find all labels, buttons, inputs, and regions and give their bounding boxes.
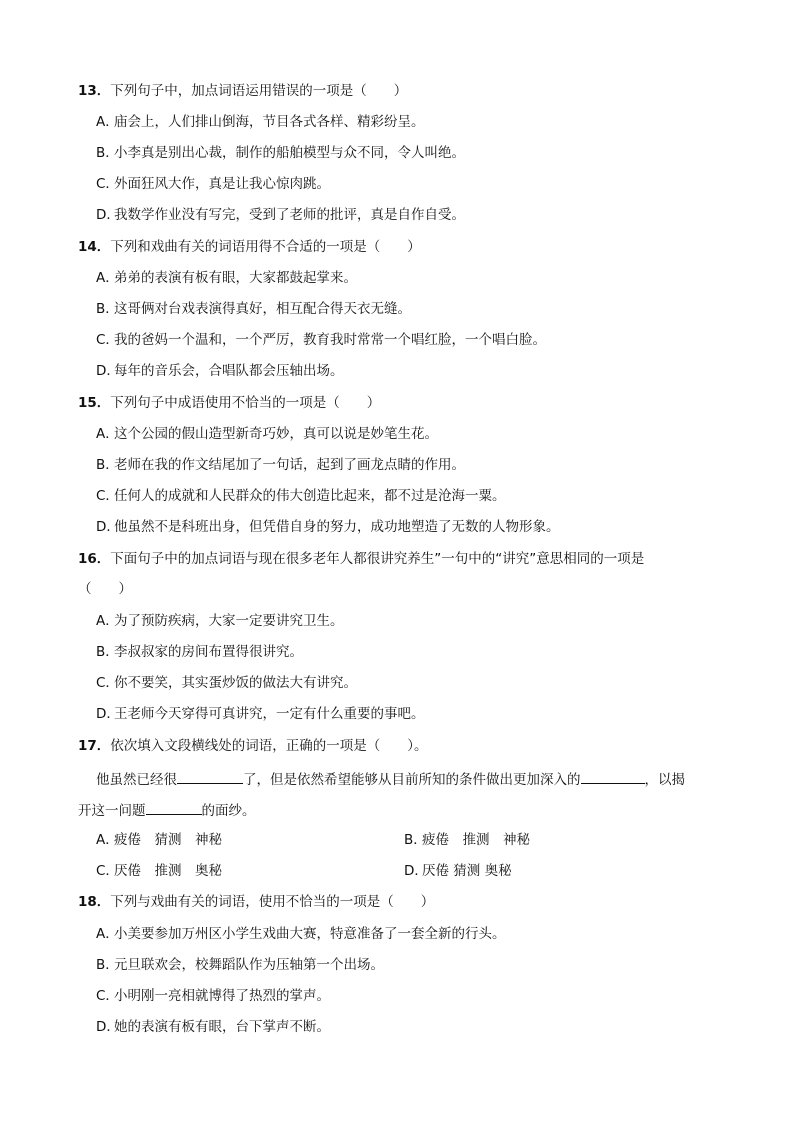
option-letter: D． — [96, 1019, 120, 1035]
option-letter: C． — [96, 988, 119, 1004]
question-text: 下列句子中，加点词语运用错误的一项是（ ） — [110, 83, 408, 99]
question-15-option-b — [96, 455, 465, 475]
question-15-option-d — [96, 517, 560, 537]
question-13-option-b — [96, 143, 465, 163]
question-text: 下列句子中成语使用不恰当的一项是（ ） — [110, 395, 381, 411]
option-text: 这个公园的假山造型新奇巧妙，真可以说是妙笔生花。 — [114, 426, 438, 442]
option-letter: B． — [96, 644, 119, 660]
option-letter: C． — [96, 332, 119, 348]
question-18-option-c — [96, 986, 330, 1006]
option-text: 厌倦 推测 奥秘 — [114, 863, 222, 879]
question-16-option-c — [96, 673, 357, 693]
option-text: 为了预防疾病，大家一定要讲究卫生。 — [114, 613, 344, 629]
option-text: 弟弟的表演有板有眼，大家都鼓起掌来。 — [114, 270, 357, 286]
passage-text: 开这一问题 — [78, 803, 146, 819]
question-14-option-b — [96, 299, 411, 319]
question-18-stem — [78, 892, 434, 912]
question-14-stem — [78, 237, 421, 257]
question-16-stem-continuation: （ ） — [78, 581, 132, 597]
question-number: 18． — [78, 894, 111, 910]
option-text: 疲倦 猜测 神秘 — [114, 832, 222, 848]
question-number: 13． — [78, 83, 111, 99]
passage-text: 的面纱。 — [201, 803, 256, 819]
question-14-option-d — [96, 361, 344, 381]
option-text: 我数学作业没有写完，受到了老师的批评，真是自作自受。 — [114, 207, 465, 223]
question-text: 依次填入文段横线处的词语，正确的一项是（ ）。 — [110, 738, 428, 754]
question-16-option-d — [96, 704, 425, 724]
option-letter: D． — [404, 863, 428, 879]
option-text: 任何人的成就和人民群众的伟大创造比起来，都不过是沧海一粟。 — [114, 488, 506, 504]
passage-text: 他虽然已经很 — [96, 772, 177, 788]
question-18-option-b — [96, 955, 384, 975]
passage-text: ，以揭 — [644, 772, 685, 788]
question-14-option-c — [96, 330, 546, 350]
question-13-option-c — [96, 174, 330, 194]
option-text: 元旦联欢会，校舞蹈队作为压轴第一个出场。 — [114, 957, 384, 973]
option-text: 外面狂风大作，真是让我心惊肉跳。 — [114, 176, 330, 192]
question-text: 下列与戏曲有关的词语，使用不恰当的一项是（ ） — [110, 894, 435, 910]
option-text: 每年的音乐会，合唱队都会压轴出场。 — [114, 363, 344, 379]
question-text: 下面句子中的加点词语与现在很多老年人都很讲究养生”一句中的“讲究”意思相同的一项是 — [110, 551, 645, 567]
option-letter: D． — [96, 519, 120, 535]
fill-blank-2 — [581, 768, 645, 784]
option-letter: D． — [96, 363, 120, 379]
question-13-stem — [78, 81, 407, 101]
option-text: 小美要参加万州区小学生戏曲大赛，特意准备了一套全新的行头。 — [114, 926, 506, 942]
option-text: 这哥俩对台戏表演得真好，相互配合得天衣无缝。 — [114, 301, 411, 317]
option-text: 庙会上，人们排山倒海，节目各式各样、精彩纷呈。 — [114, 114, 425, 130]
option-letter: A． — [96, 270, 119, 286]
question-18-option-a — [96, 924, 506, 944]
option-letter: B． — [404, 832, 427, 848]
question-15-option-c — [96, 486, 506, 506]
question-17-option-a — [96, 830, 222, 850]
option-text: 李叔叔家的房间布置得很讲究。 — [114, 644, 303, 660]
option-letter: C． — [96, 675, 119, 691]
option-text: 他虽然不是科班出身，但凭借自身的努力，成功地塑造了无数的人物形象。 — [114, 519, 560, 535]
option-text: 老师在我的作文结尾加了一句话，起到了画龙点睛的作用。 — [114, 457, 465, 473]
passage-text: 了，但是依然希望能够从目前所知的条件做出更加深入的 — [243, 772, 581, 788]
question-13-option-d — [96, 205, 465, 225]
option-letter: D． — [96, 207, 120, 223]
question-13-option-a — [96, 112, 425, 132]
question-18-option-d — [96, 1017, 330, 1037]
option-text: 疲倦 推测 神秘 — [422, 832, 530, 848]
option-text: 你不要笑，其实蛋炒饭的做法大有讲究。 — [114, 675, 357, 691]
question-number: 16． — [78, 551, 111, 567]
option-letter: C． — [96, 863, 119, 879]
question-16-option-a — [96, 611, 344, 631]
option-text: 小李真是别出心裁，制作的船舶模型与众不同，令人叫绝。 — [114, 145, 465, 161]
question-17-passage-line-2 — [78, 799, 256, 821]
question-17-option-c — [96, 861, 222, 881]
option-text: 厌倦 猜测 奥秘 — [422, 863, 512, 879]
option-letter: A． — [96, 426, 119, 442]
fill-blank-1 — [177, 768, 243, 784]
option-letter: C． — [96, 488, 119, 504]
option-letter: B． — [96, 145, 119, 161]
option-text: 小明刚一亮相就博得了热烈的掌声。 — [114, 988, 330, 1004]
question-16-stem — [78, 549, 644, 569]
question-15-option-a — [96, 424, 438, 444]
question-15-stem — [78, 393, 380, 413]
option-text: 王老师今天穿得可真讲究，一定有什么重要的事吧。 — [114, 706, 425, 722]
question-17-option-b — [404, 830, 530, 850]
option-letter: C． — [96, 176, 119, 192]
option-text: 她的表演有板有眼，台下掌声不断。 — [114, 1019, 330, 1035]
question-number: 17． — [78, 738, 111, 754]
question-number: 15． — [78, 395, 111, 411]
question-17-option-d — [404, 861, 512, 881]
question-number: 14． — [78, 239, 111, 255]
option-letter: B． — [96, 957, 119, 973]
option-letter: A． — [96, 613, 119, 629]
fill-blank-3 — [146, 799, 202, 815]
option-letter: B． — [96, 457, 119, 473]
option-text: 我的爸妈一个温和，一个严厉，教育我时常常一个唱红脸，一个唱白脸。 — [114, 332, 546, 348]
option-letter: B． — [96, 301, 119, 317]
option-letter: A． — [96, 114, 119, 130]
option-letter: A． — [96, 926, 119, 942]
question-14-option-a — [96, 268, 357, 288]
question-16-option-b — [96, 642, 303, 662]
option-letter: A． — [96, 832, 119, 848]
question-17-stem — [78, 736, 428, 756]
option-letter: D． — [96, 706, 120, 722]
question-text: 下列和戏曲有关的词语用得不合适的一项是（ ） — [110, 239, 421, 255]
question-17-passage-line-1 — [96, 768, 685, 790]
